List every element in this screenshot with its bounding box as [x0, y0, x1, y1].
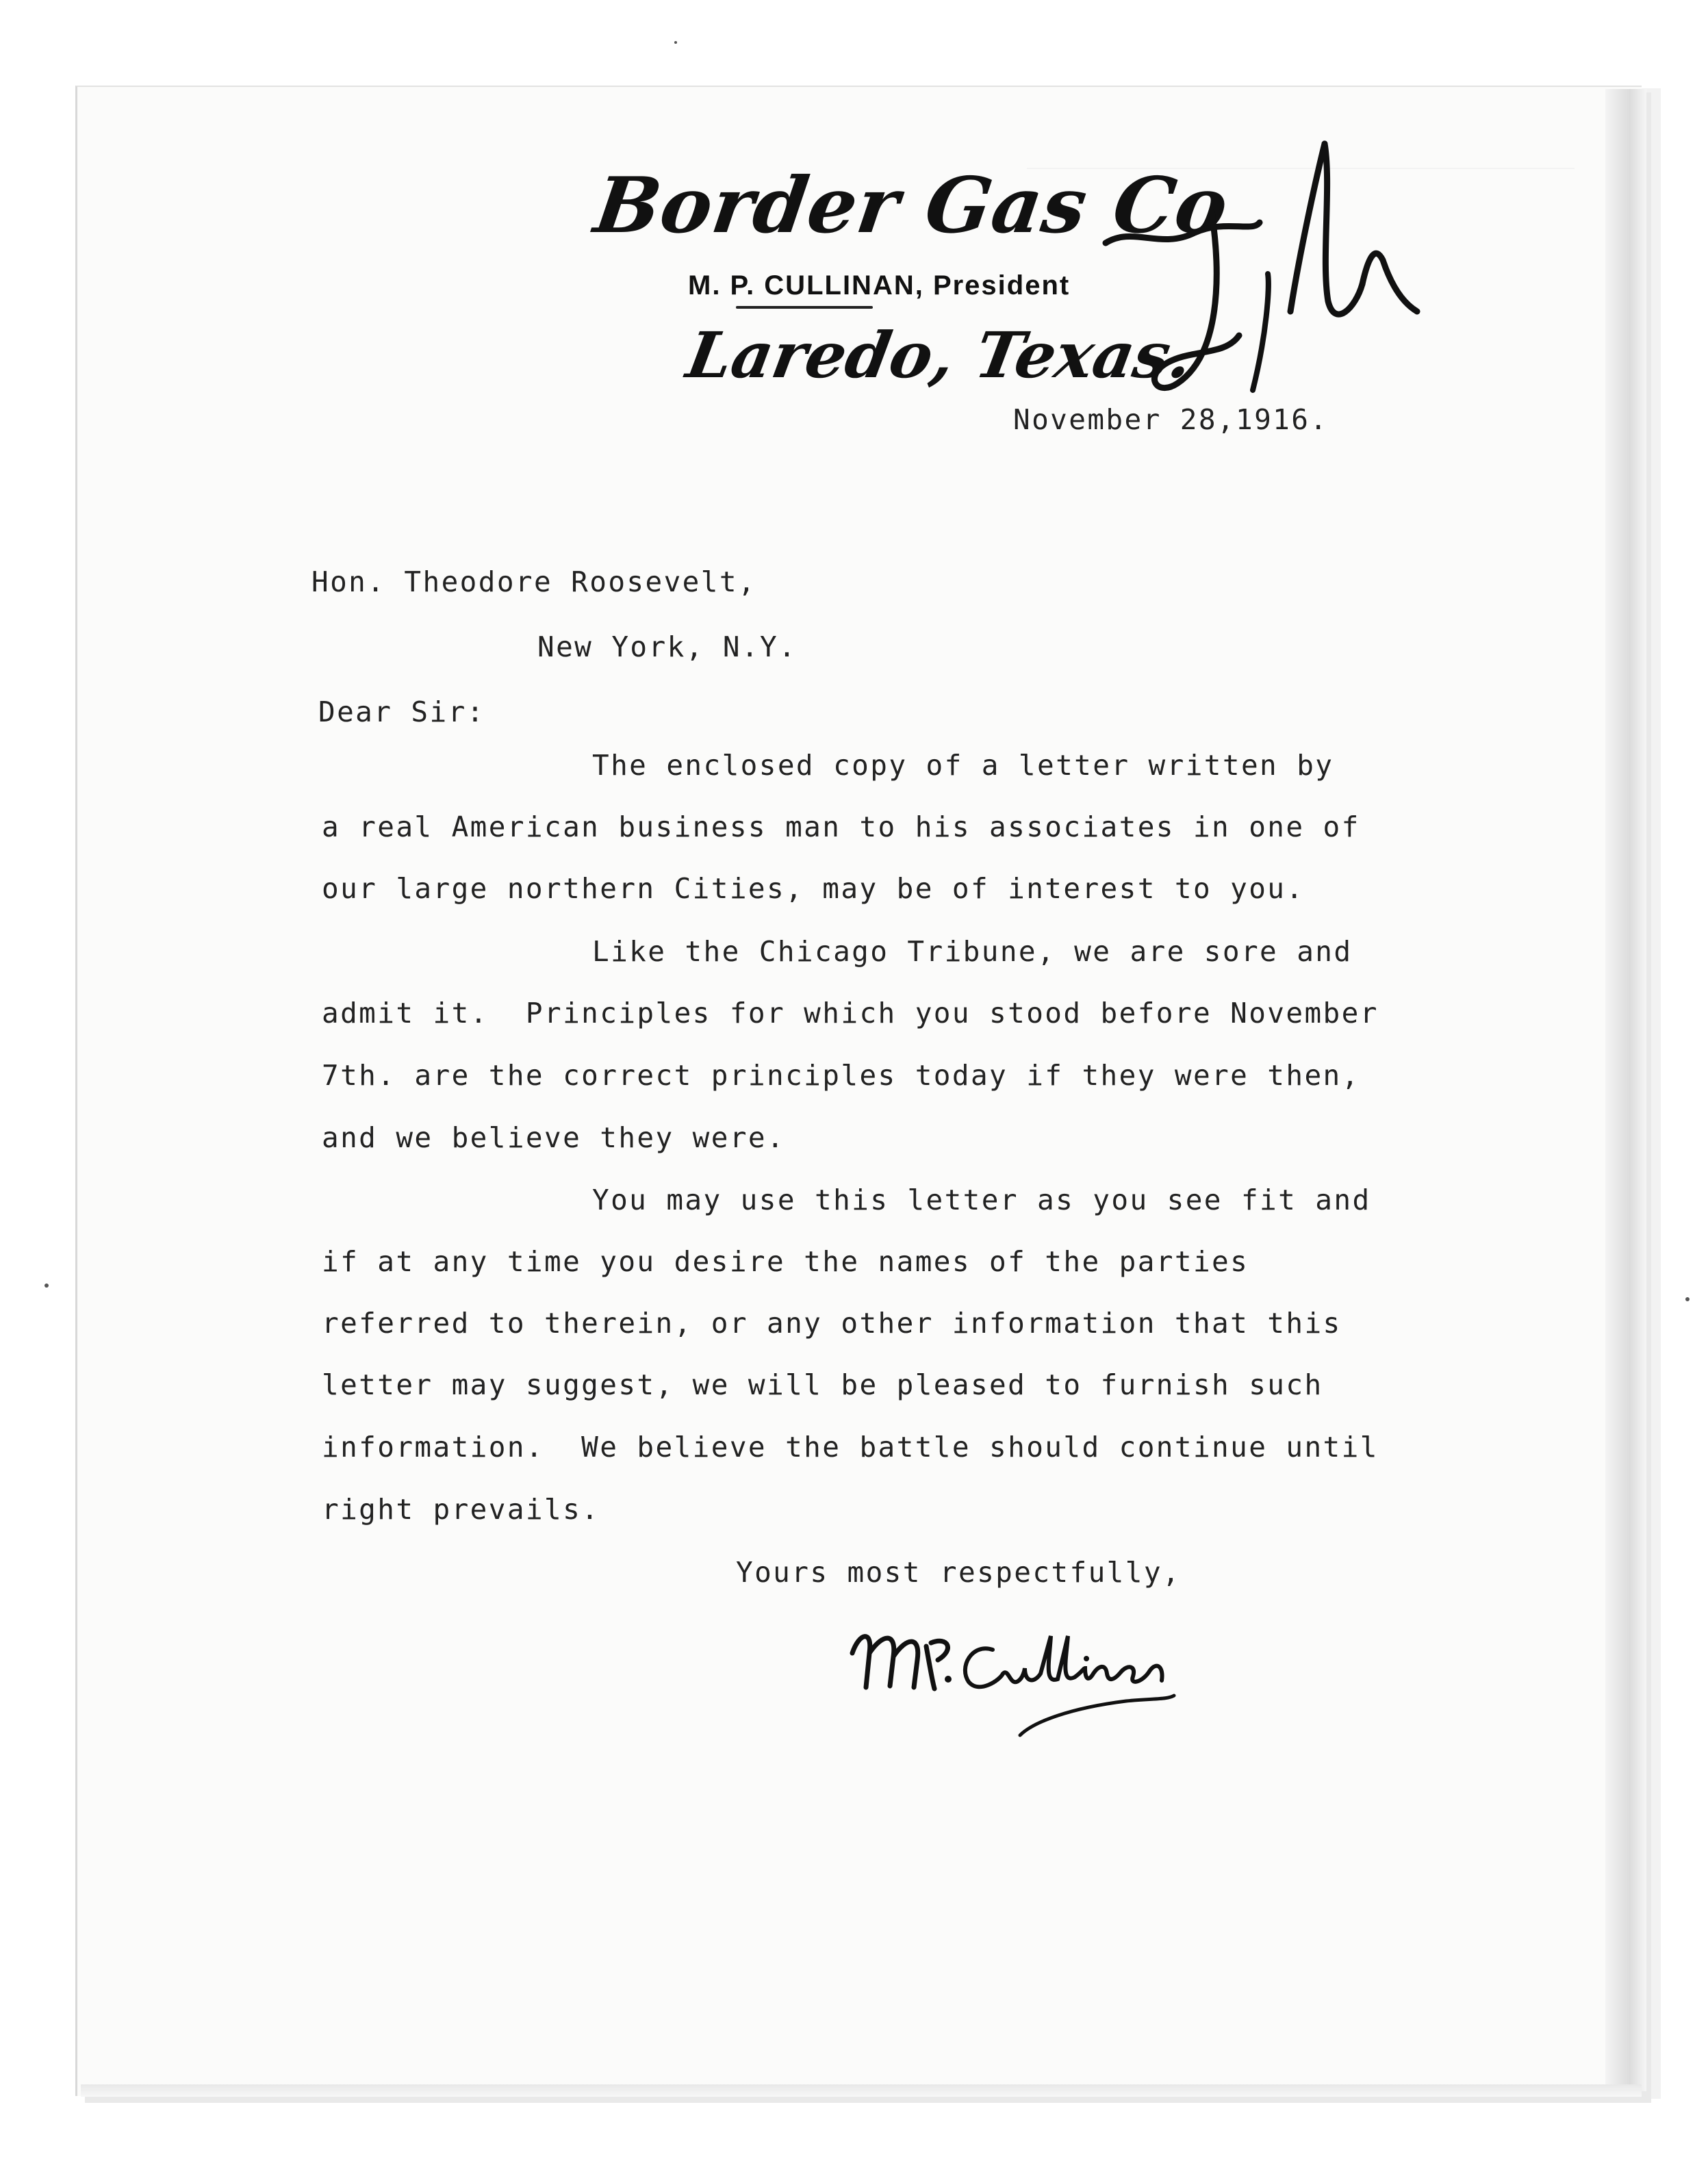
body-line: if at any time you desire the names of the parties	[322, 1245, 1249, 1278]
salutation: Dear Sir:	[318, 695, 485, 728]
sheet-edge-right	[1605, 89, 1646, 2091]
signature	[845, 1605, 1229, 1742]
recipient-name: Hon. Theodore Roosevelt,	[311, 565, 757, 598]
body-line: information. We believe the battle should continue until	[322, 1431, 1379, 1464]
body-line: our large northern Cities, may be of interest to you.	[322, 872, 1305, 905]
letter-date: November 28,1916.	[1013, 403, 1329, 436]
sheet-edge-bottom	[81, 2084, 1642, 2097]
body-line: and we believe they were.	[322, 1121, 786, 1154]
letterhead-underline	[736, 306, 873, 309]
letterhead-city: Laredo, Texas.	[681, 318, 1199, 392]
scan-speck	[674, 41, 677, 44]
scan-speck	[44, 1283, 49, 1288]
body-line: The enclosed copy of a letter written by	[592, 749, 1334, 782]
body-line: Like the Chicago Tribune, we are sore and	[592, 935, 1353, 968]
body-line: 7th. are the correct principles today if they were then,	[322, 1059, 1360, 1092]
body-line: You may use this letter as you see fit and	[592, 1184, 1371, 1216]
scan-speck	[1685, 1297, 1690, 1301]
body-line: letter may suggest, we will be pleased to furnish such	[322, 1368, 1323, 1401]
handwritten-file-mark	[1095, 130, 1424, 418]
letterhead-president: M. P. CULLINAN, President	[688, 270, 1071, 301]
recipient-address: New York, N.Y.	[537, 630, 798, 663]
body-line: referred to therein, or any other information that this	[322, 1307, 1342, 1340]
body-line: admit it. Principles for which you stood before November	[322, 997, 1379, 1030]
closing: Yours most respectfully,	[736, 1556, 1182, 1589]
body-line: a real American business man to his associates in one of	[322, 810, 1360, 843]
letterhead-company: Border Gas Co	[589, 161, 1234, 251]
body-line: right prevails.	[322, 1493, 600, 1526]
